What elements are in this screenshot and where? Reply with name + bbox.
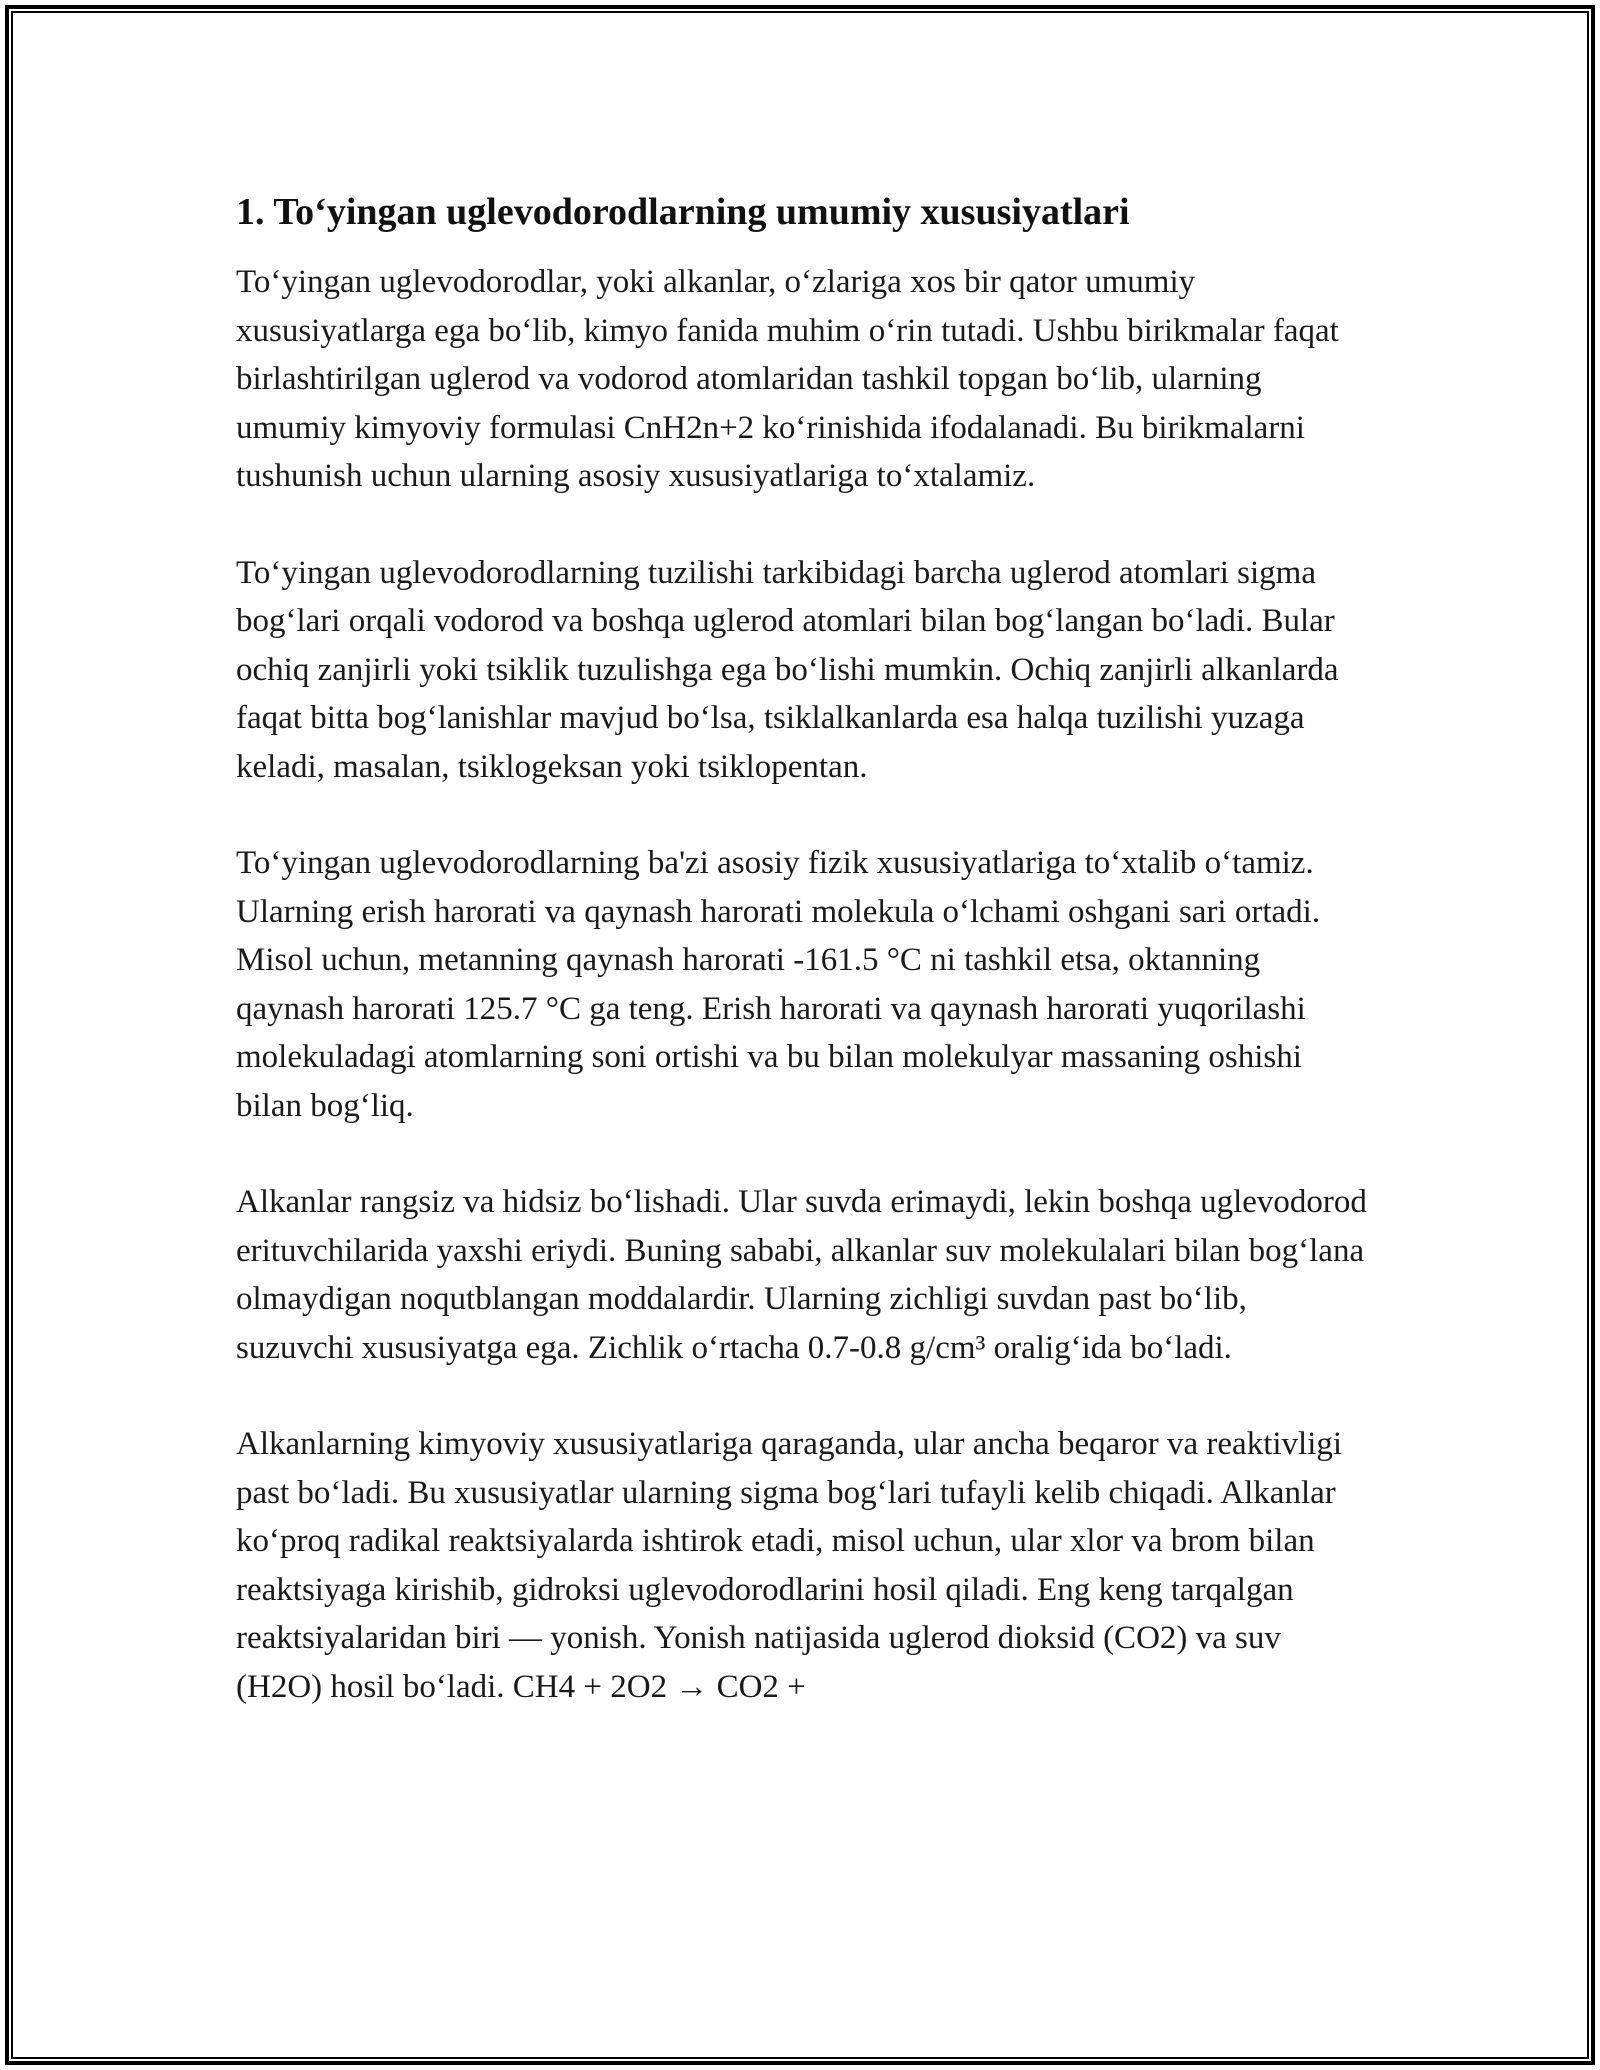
paragraph-general-properties: To‘yingan uglevodorodlar, yoki alkanlar, o‘zlariga xos bir qator umumiy xususiyatlarga ega bo‘lib, kimyo fanida muhim o‘rin tutadi. Ushbu birikmalar faqat birlashtirilgan uglerod va vodorod atomlaridan tashkil topgan bo‘lib, ularning umumiy kimyoviy formulasi CnH2n+2 ko‘rinishida ifodalanadi. Bu birikmalarni tushunish uchun ularning asosiy xususiyatlariga to‘xtalamiz.	[236, 264, 1339, 494]
paragraph-chemical-properties: Alkanlarning kimyoviy xususiyatlariga qaraganda, ular ancha beqaror va reaktivligi past bo‘ladi. Bu xususiyatlar ularning sigma bog‘lari tufayli kelib chiqadi. Alkanlar ko‘proq radikal reaktsiyalarda ishtirok etadi, misol uchun, ular xlor va brom bilan reaktsiyaga kirishib, gidroksi uglevodorodlarini hosil qiladi. Eng keng tarqalgan reaktsiyalaridan biri — yonish. Yonish natijasida uglerod dioksid (CO2) va suv (H2O) hosil bo‘ladi. CH4 + 2O2 → CO2 +	[236, 1426, 1343, 1705]
section-heading: 1. To‘yingan uglevodorodlarning umumiy xususiyatlari	[236, 191, 1130, 233]
document-content	[236, 186, 1370, 1711]
paragraph-solubility-density: Alkanlar rangsiz va hidsiz bo‘lishadi. Ular suvda erimaydi, lekin boshqa uglevodorod erituvchilarida yaxshi eriydi. Buning sababi, alkanlar suv molekulalari bilan bog‘lana olmaydigan noqutblangan moddalardir. Ularning zichligi suvdan past bo‘lib, suzuvchi xususiyatga ega. Zichlik o‘rtacha 0.7-0.8 g/cm³ oralig‘ida bo‘ladi.	[236, 1184, 1367, 1366]
paragraph-physical-properties: To‘yingan uglevodorodlarning ba'zi asosiy fizik xususiyatlariga to‘xtalib o‘tamiz. Ularning erish harorati va qaynash harorati molekula o‘lchami oshgani sari ortadi. Misol uchun, metanning qaynash harorati -161.5 °C ni tashkil etsa, oktanning qaynash harorati 125.7 °C ga teng. Erish harorati va qaynash harorati yuqorilashi molekuladagi atomlarning soni ortishi va bu bilan molekulyar massaning oshishi bilan bog‘liq.	[236, 845, 1321, 1124]
paragraph-structure: To‘yingan uglevodorodlarning tuzilishi tarkibidagi barcha uglerod atomlari sigma bog‘lari orqali vodorod va boshqa uglerod atomlari bilan bog‘langan bo‘ladi. Bular ochiq zanjirli yoki tsiklik tuzulishga ega bo‘lishi mumkin. Ochiq zanjirli alkanlarda faqat bitta bog‘lanishlar mavjud bo‘lsa, tsiklalkanlarda esa halqa tuzilishi yuzaga keladi, masalan, tsiklogeksan yoki tsiklopentan.	[236, 554, 1339, 785]
